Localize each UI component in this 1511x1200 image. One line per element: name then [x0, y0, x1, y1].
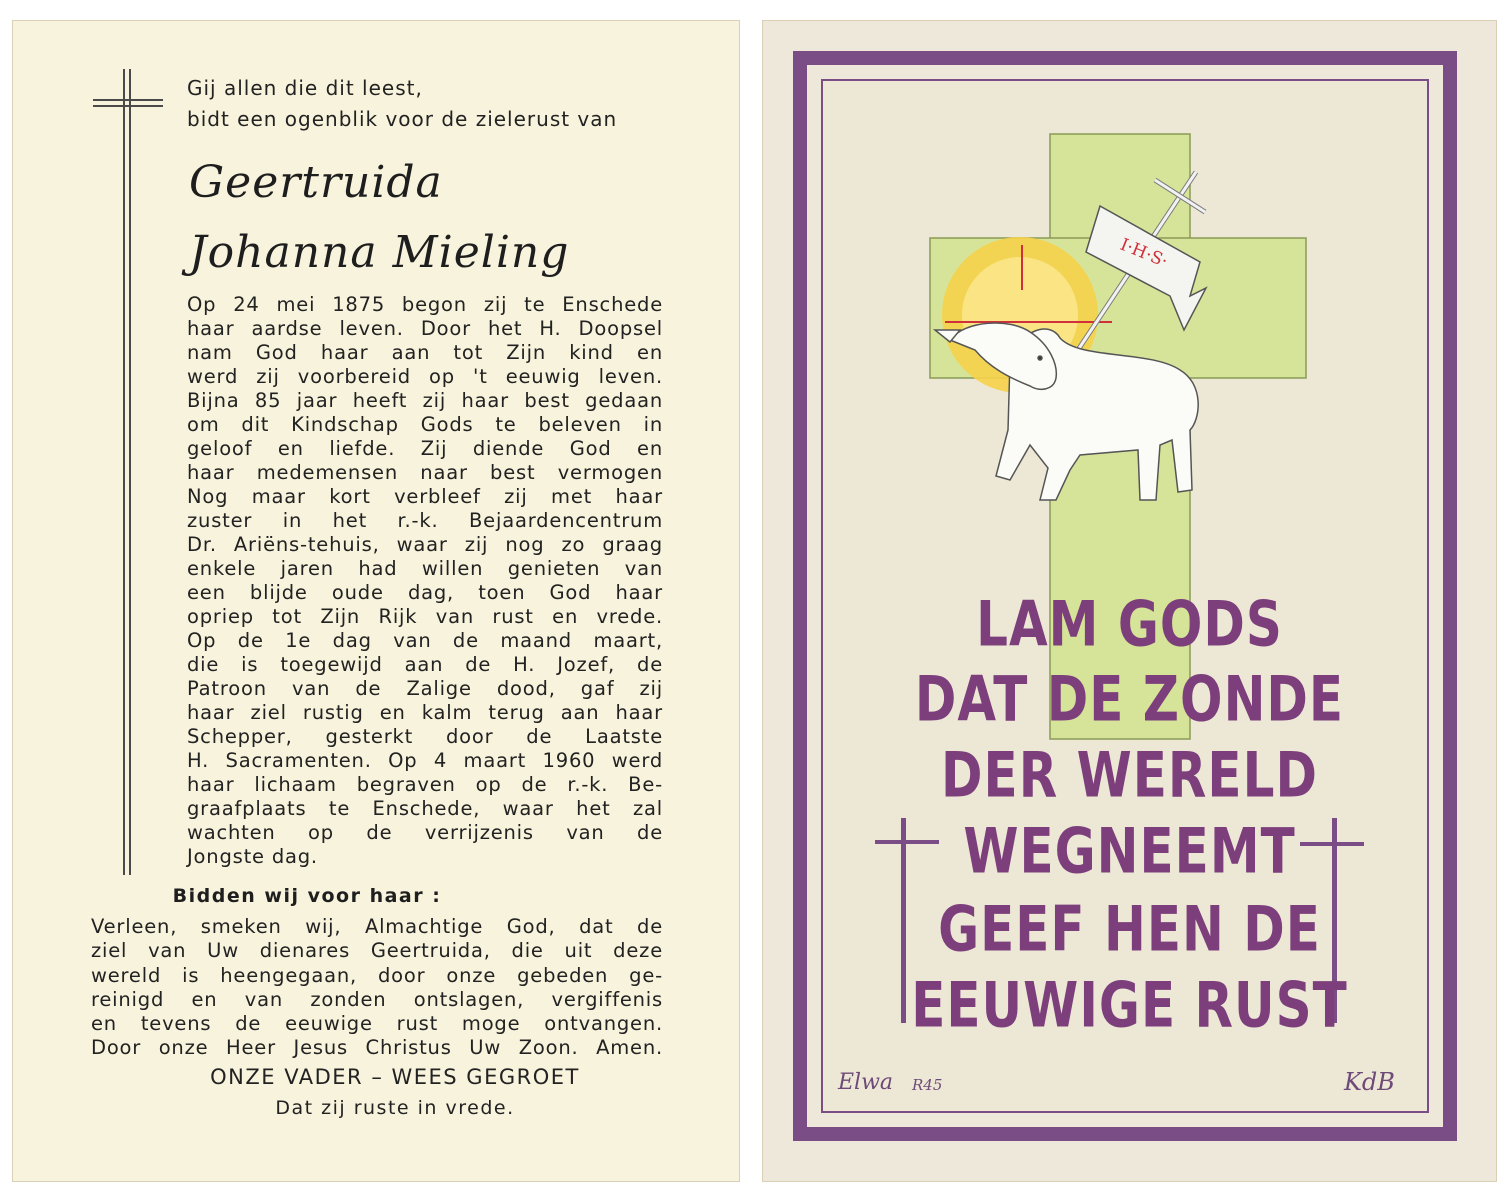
text-line: Patroon van de Zalige dood, gaf zij [187, 677, 663, 700]
verse-line: GEEF HEN DE [938, 893, 1321, 966]
ihs-banner-text: I·H·S· [1117, 234, 1171, 272]
text-line: en tevens de eeuwige rust moge ontvangen. [91, 1012, 663, 1036]
text-line: geloof en liefde. Zij diende God en [187, 437, 663, 460]
text-line: zuster in het r.-k. Bejaardencentrum [187, 509, 663, 532]
text-line: haar aardse leven. Door het H. Doopsel [187, 317, 663, 340]
verse-line: WEGNEEMT [963, 815, 1296, 888]
text-line: Bijna 85 jaar heeft zij haar best gedaan [187, 389, 663, 412]
text-line: Verleen, smeken wij, Almachtige God, dat de [91, 915, 663, 938]
text-line: Op de 1e dag van de maand maart, [187, 629, 663, 652]
text-line: haar lichaam begraven op de r.-k. Be- [187, 773, 663, 796]
rest-in-peace-line: Dat zij ruste in vrede. [275, 1097, 515, 1119]
publisher-signature: Elwa [838, 1070, 894, 1095]
text-line: nam God haar aan tot Zijn kind en [187, 341, 663, 364]
text-line: Jongste dag. [187, 845, 318, 868]
artist-signature: KdB [1344, 1068, 1395, 1096]
text-line: opriep tot Zijn Rijk van rust en vrede. [187, 605, 663, 628]
verse-line: LAM GODS [976, 588, 1283, 661]
text-line: wereld is heengegaan, door onze gebeden ge- [91, 963, 663, 987]
text-line: die is toegewijd aan de H. Jozef, de [187, 653, 663, 676]
text-line: Op 24 mei 1875 begon zij te Enschede [187, 293, 663, 316]
text-line: werd zij voorbereid op 't eeuwig leven. [187, 365, 663, 388]
text-line: enkele jaren had willen genieten van [187, 557, 663, 580]
verse-line: DAT DE ZONDE [914, 663, 1345, 736]
text-line: graafplaats te Enschede, waar het zal [187, 797, 663, 820]
intro-line-1: Gij allen die dit leest, [187, 76, 423, 100]
text-line: Dr. Ariëns-tehuis, waar zij nog zo graag [187, 533, 663, 556]
publisher-code: R45 [912, 1076, 943, 1094]
text-line: ziel van Uw dienares Geertruida, die uit deze [91, 939, 663, 963]
verse-line: DER WERELD [941, 739, 1318, 812]
intro-line-2: bidt een ogenblik voor de zielerust van [187, 107, 618, 131]
verse-line: EEUWIGE RUST [911, 969, 1348, 1042]
text-line: Schepper, gesterkt door de Laatste [187, 725, 663, 748]
text-line: wachten op de verrijzenis van de [187, 821, 663, 844]
text-line: H. Sacramenten. Op 4 maart 1960 werd [187, 749, 663, 772]
closing-prayers: ONZE VADER – WEES GEGROET [210, 1065, 580, 1089]
text-line: haar ziel rustig en kalm terug aan haar [187, 701, 663, 724]
text-line: om dit Kindschap Gods te beleven in [187, 413, 663, 436]
text-line: reinigd en van zonden ontslagen, vergiffenis [91, 987, 663, 1011]
text-line: Door onze Heer Jesus Christus Uw Zoon. Amen. [91, 1036, 663, 1060]
text-line: Nog maar kort verbleef zij met haar [187, 485, 663, 508]
deceased-full-name: Johanna Mieling [189, 227, 570, 278]
deceased-first-name: Geertruida [189, 157, 443, 208]
prayer-heading: Bidden wij voor haar : [172, 885, 442, 907]
text-line: een blijde oude dag, toen God haar [187, 581, 663, 604]
text-line: haar medemensen naar best vermogen [187, 461, 663, 484]
